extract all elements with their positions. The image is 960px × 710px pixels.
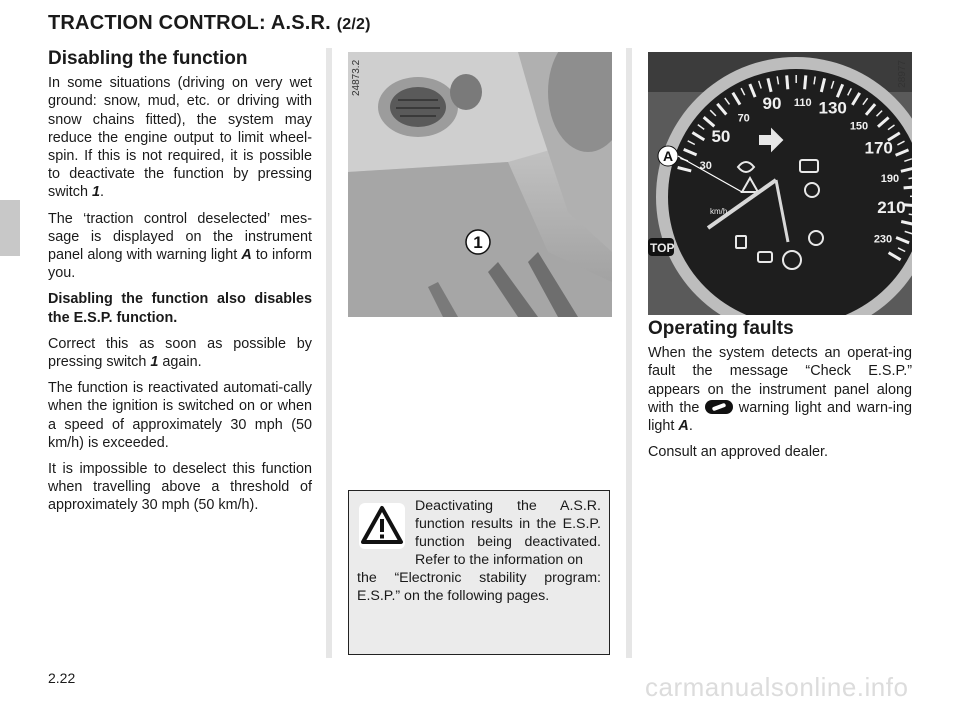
gauge-label: 170 bbox=[864, 138, 893, 158]
callout-1: 1 bbox=[473, 233, 483, 252]
dashboard-switch-photo bbox=[348, 52, 612, 317]
gauge-label: 150 bbox=[849, 120, 869, 133]
paragraph-deactivate: In some situations (driving on very wet ground: snow, mud, etc. or driving with snow chains fitted), the system may reduce the engine output to limit wheel-spin. If this is not required, it is possible to deactivate the function by pressing switch 1. bbox=[48, 75, 312, 201]
gauge-label: 30 bbox=[699, 160, 712, 173]
paragraph-consult-dealer: Consult an approved dealer. bbox=[648, 444, 829, 461]
gauge-label: 70 bbox=[737, 112, 750, 125]
gauge-label: 230 bbox=[873, 233, 893, 246]
left-column bbox=[48, 50, 312, 523]
warning-light-ref: A bbox=[241, 247, 252, 264]
gauge-label: 90 bbox=[762, 94, 782, 114]
gauge-edge-text: TOP bbox=[650, 241, 675, 255]
speedometer-illustration bbox=[648, 52, 912, 315]
gauge-label: 50 bbox=[711, 127, 731, 147]
figure-code-left: 24873.2 bbox=[351, 59, 362, 96]
instrument-cluster-photo bbox=[648, 52, 912, 315]
warning-box bbox=[348, 490, 610, 655]
paragraph-reactivated: The function is reactivated automati-cally when the ignition is switched on or when a speed of approximately 30 mph (50 km/h) is exceeded. bbox=[48, 380, 312, 451]
page-title: TRACTION CONTROL: A.S.R. (2/2) bbox=[48, 12, 371, 34]
paragraph-esp-disabled: Disabling the function also disables the E.S.P. function. bbox=[48, 291, 312, 326]
paragraph-fault-message: When the system detects an operat-ing fault the message “Check E.S.P.” appears on the instrument panel along with the warning light and warn-ing light A. bbox=[648, 345, 912, 435]
section-heading-faults: Operating faults bbox=[648, 318, 794, 339]
paragraph-correct: Correct this as soon as possible by pressing switch 1 again. bbox=[48, 335, 312, 371]
gauge-tick bbox=[805, 75, 806, 89]
warning-text: Deactivating the A.S.R. function results in the E.S.P. function being deactivated. Refer to the information on the “Electronic stability program: E.S.P.” on the following pages. bbox=[357, 498, 601, 604]
figure-code-right: 28977 bbox=[897, 60, 908, 88]
gauge-tick bbox=[904, 187, 912, 188]
service-wrench-icon bbox=[705, 400, 733, 414]
paragraph-threshold: It is impossible to deselect this function when travelling above a threshold of approximately 30 mph (50 km/h). bbox=[48, 461, 312, 514]
gauge-tick bbox=[787, 75, 788, 89]
column-divider-left bbox=[326, 48, 332, 658]
dashboard-switch-illustration bbox=[348, 52, 612, 317]
page-number: 2.22 bbox=[48, 670, 76, 686]
switch-ref: 1 bbox=[91, 184, 100, 201]
gauge-unit: km/h bbox=[710, 207, 728, 216]
column-divider-right bbox=[626, 48, 632, 658]
title-suffix: (2/2) bbox=[336, 16, 371, 33]
gauge-label: 190 bbox=[880, 173, 900, 185]
gauge-label: 210 bbox=[877, 197, 906, 217]
callout-a: A bbox=[662, 148, 674, 164]
right-column bbox=[648, 320, 912, 469]
paragraph-message: The ‘traction control deselected’ mes-sage is displayed on the instrument panel along with warning light A to inform you. bbox=[48, 210, 313, 282]
section-heading-disabling: Disabling the function bbox=[48, 48, 248, 69]
gauge-label: 130 bbox=[818, 98, 847, 118]
watermark: carmanualsonline.info bbox=[645, 672, 909, 702]
switch-ref: 1 bbox=[150, 354, 159, 371]
warning-light-ref: A bbox=[678, 418, 689, 435]
gauge-label: 110 bbox=[793, 97, 812, 110]
section-tab bbox=[0, 200, 20, 256]
